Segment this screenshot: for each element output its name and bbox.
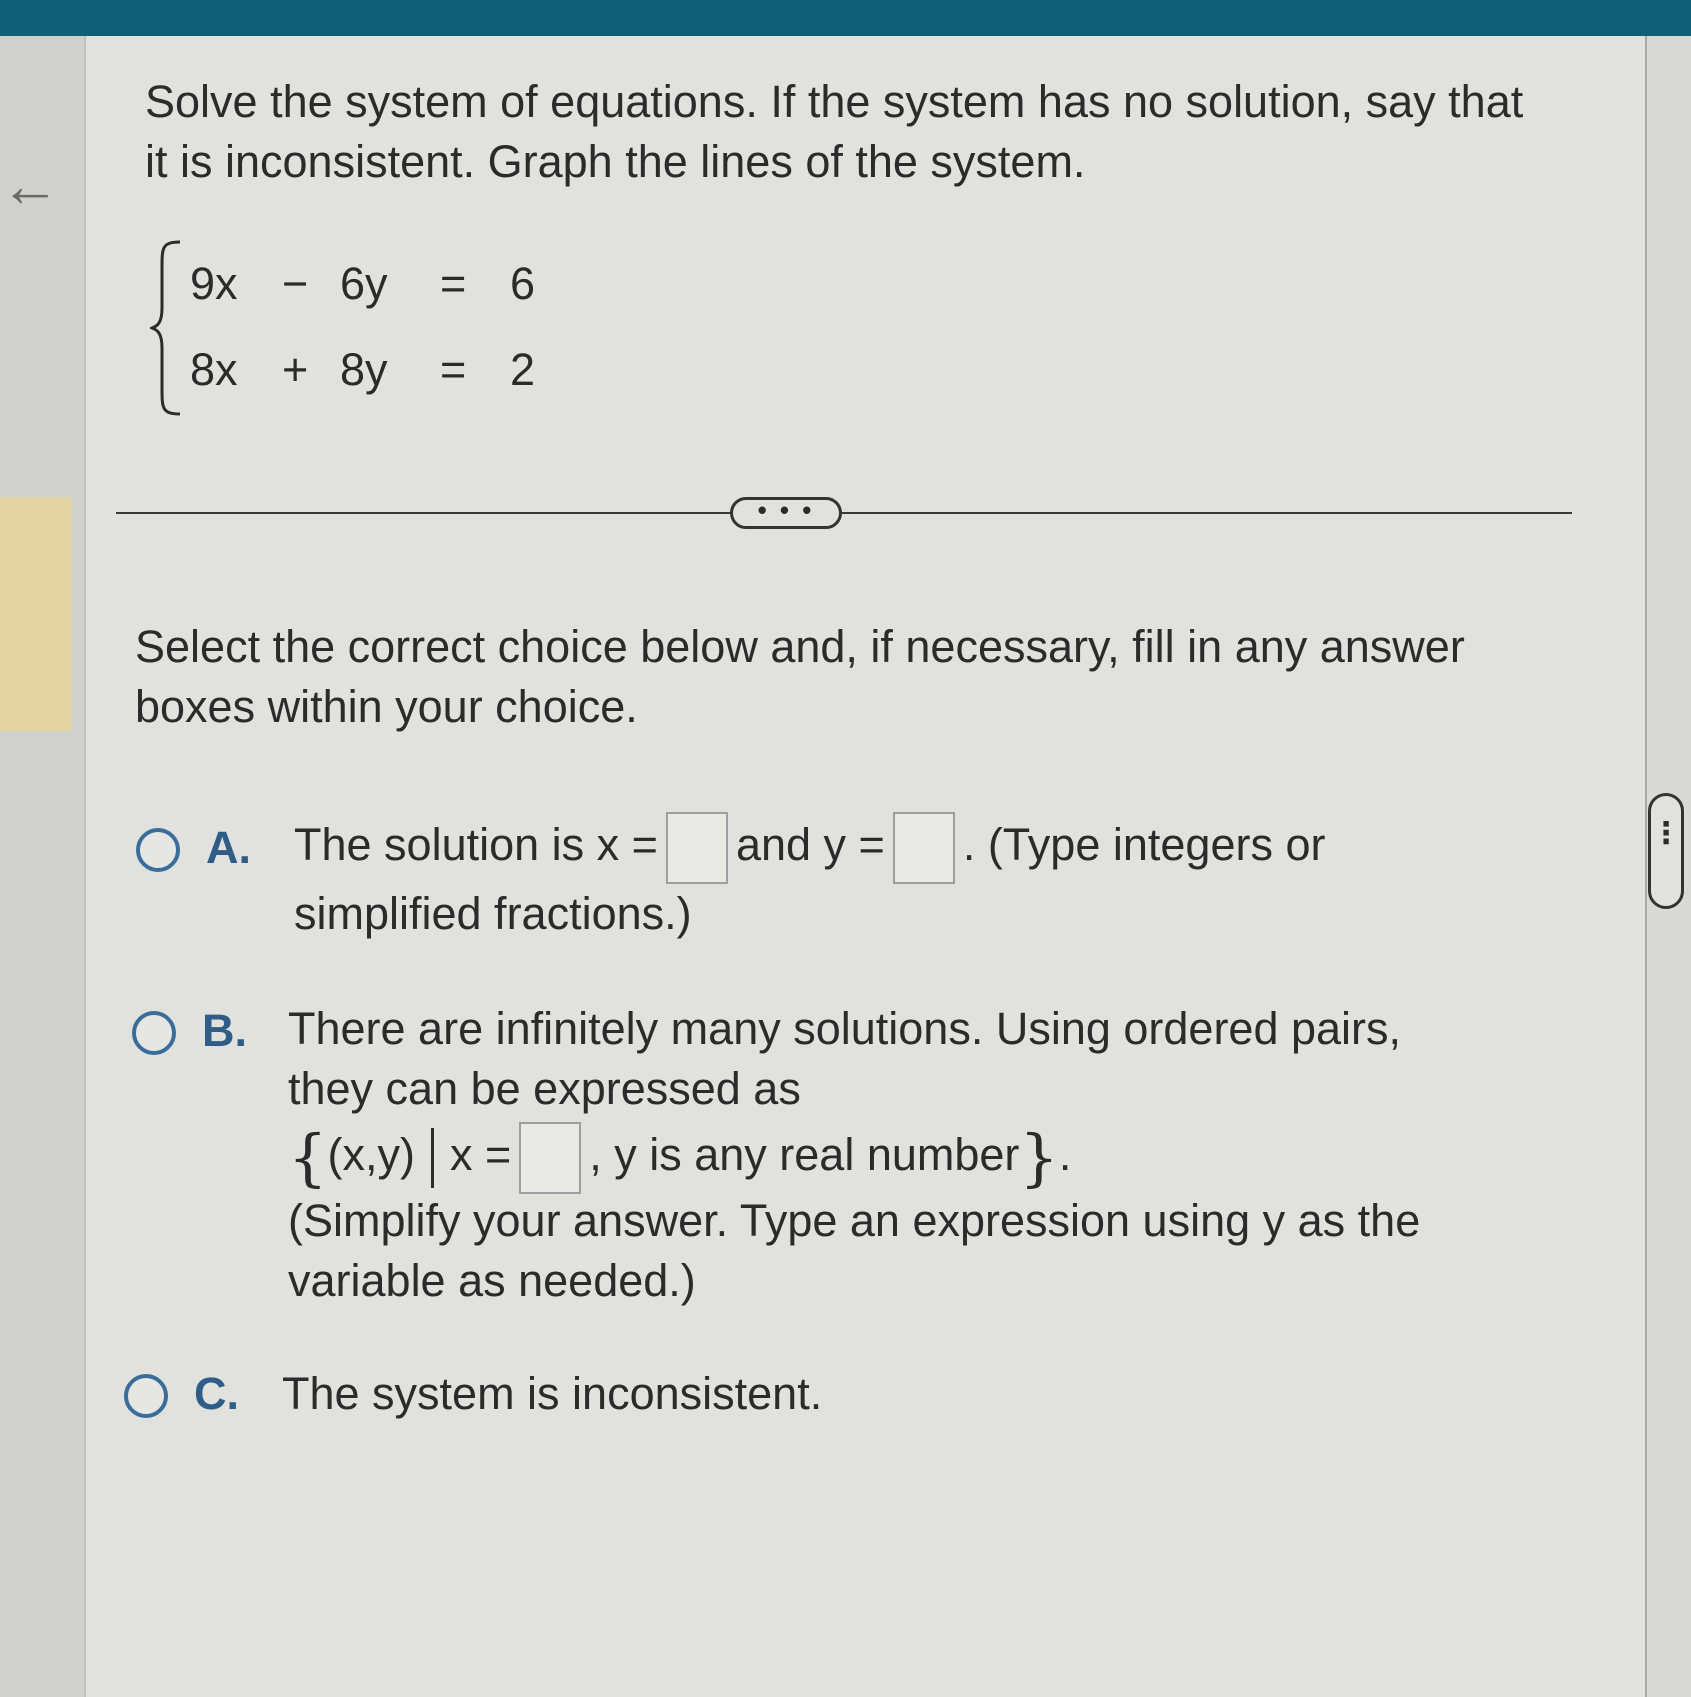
y-answer-box[interactable] bbox=[893, 812, 955, 884]
choice-a-part1: The solution is x = bbox=[294, 818, 658, 870]
choice-b-text bbox=[288, 999, 1648, 1311]
choice-b-letter: B. bbox=[202, 1005, 247, 1056]
choice-a-part2: and y = bbox=[735, 818, 885, 870]
choice-b-radio[interactable] bbox=[132, 1011, 176, 1055]
eq2-term-y: 8y bbox=[340, 344, 388, 395]
choice-c-letter: C. bbox=[194, 1368, 239, 1419]
eq1-equals: = bbox=[440, 258, 467, 309]
set-x-label: x = bbox=[449, 1129, 512, 1180]
left-strip bbox=[0, 36, 86, 1697]
choice-b-line5: variable as needed.) bbox=[288, 1255, 696, 1306]
choice-a-radio[interactable] bbox=[136, 828, 180, 872]
instructions: Select the correct choice below and, if necessary, fill in any answer boxes within your choice. bbox=[135, 621, 1465, 732]
eq2-term-x: 8x bbox=[190, 344, 238, 395]
question-prompt: Solve the system of equations. If the system has no solution, say that it is inconsistent. Graph the lines of the system. bbox=[145, 76, 1524, 187]
choice-b-set bbox=[288, 1119, 1648, 1195]
left-highlight bbox=[0, 497, 72, 731]
eq2-operator: + bbox=[282, 344, 309, 395]
left-brace-icon bbox=[150, 238, 190, 418]
set-end: . bbox=[1058, 1129, 1072, 1180]
equation-system bbox=[150, 238, 570, 418]
eq1-term-x: 9x bbox=[190, 258, 238, 309]
more-options-button[interactable]: • • • bbox=[730, 497, 842, 529]
x-answer-box[interactable] bbox=[666, 812, 728, 884]
set-open-brace: { bbox=[288, 1121, 328, 1195]
set-rest: , y is any real number bbox=[589, 1129, 1020, 1180]
choice-c-radio[interactable] bbox=[124, 1374, 168, 1418]
choice-b-line2: they can be expressed as bbox=[288, 1063, 801, 1114]
choice-a-text bbox=[294, 812, 1594, 944]
choice-a-part3: . (Type integers or bbox=[962, 818, 1326, 870]
x-expression-box[interactable] bbox=[519, 1122, 581, 1194]
eq1-term-y: 6y bbox=[340, 258, 388, 309]
choice-b-line1: There are infinitely many solutions. Using ordered pairs, bbox=[288, 1003, 1402, 1054]
set-pair: (x,y) bbox=[327, 1129, 415, 1180]
set-bar bbox=[431, 1128, 434, 1188]
choice-b-line4: (Simplify your answer. Type an expression using y as the bbox=[288, 1195, 1421, 1246]
choice-c-text: The system is inconsistent. bbox=[282, 1368, 823, 1419]
side-scroll-handle[interactable]: ⋮ bbox=[1648, 793, 1684, 909]
section-divider bbox=[116, 512, 1572, 514]
choice-a-part4: simplified fractions.) bbox=[294, 888, 692, 939]
eq1-operator: − bbox=[282, 258, 309, 309]
eq2-constant: 2 bbox=[510, 344, 536, 395]
eq2-equals: = bbox=[440, 344, 467, 395]
set-close-brace: } bbox=[1019, 1121, 1059, 1195]
eq1-constant: 6 bbox=[510, 258, 536, 309]
panel-border bbox=[1645, 36, 1647, 1697]
choice-a-letter: A. bbox=[206, 822, 251, 873]
top-bar bbox=[0, 0, 1691, 36]
back-arrow-icon[interactable]: ← bbox=[0, 152, 60, 219]
